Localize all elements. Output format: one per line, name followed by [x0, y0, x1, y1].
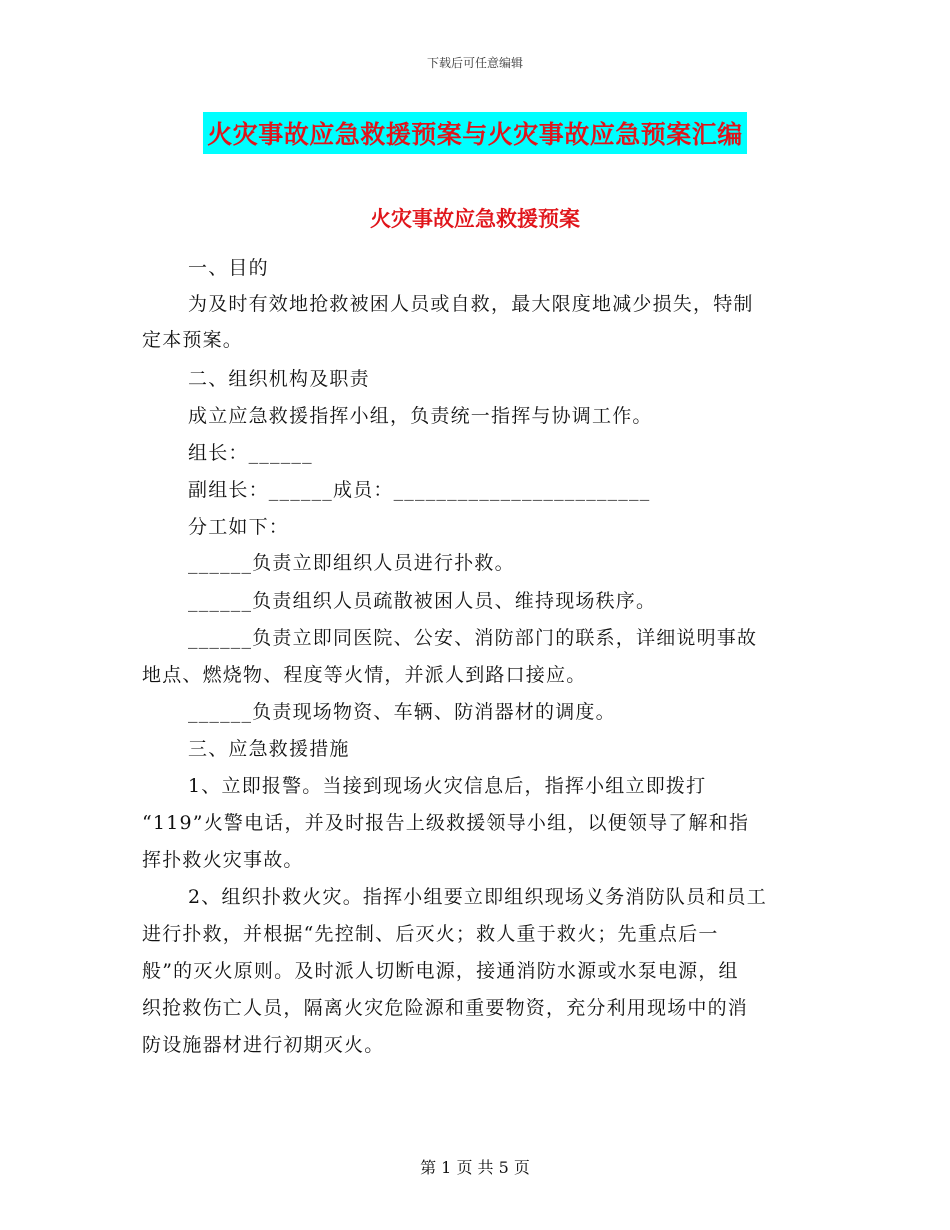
paragraph-line: “119”火警电话，并及时报告上级救援领导小组，以便领导了解和指: [142, 812, 750, 834]
section-heading-organization: 二、组织机构及职责: [188, 368, 370, 390]
leader-field: 组长：______: [188, 442, 313, 464]
duty-line: ______负责立即组织人员进行扑救。: [188, 552, 515, 574]
paragraph-line: 挥扑救火灾事故。: [142, 849, 304, 871]
paragraph-line: 2、组织扑救火灾。指挥小组要立即组织现场义务消防队员和员工: [188, 886, 767, 908]
paragraph-line: 为及时有效地抢救被困人员或自救，最大限度地减少损失，特制: [188, 293, 754, 315]
page-number-footer: 第 1 页 共 5 页: [420, 1158, 530, 1177]
main-title: 火灾事故应急救援预案与火灾事故应急预案汇编: [203, 112, 747, 154]
section-heading-measures: 三、应急救援措施: [188, 738, 350, 760]
main-title-container: [0, 112, 950, 154]
paragraph-line: 1、立即报警。当接到现场火灾信息后，指挥小组立即拨打: [188, 775, 707, 797]
paragraph-line: 成立应急救援指挥小组，负责统一指挥与协调工作。: [188, 405, 653, 427]
paragraph-line: 定本预案。: [142, 329, 244, 351]
sub-title: 火灾事故应急救援预案: [370, 207, 580, 231]
duty-line: ______负责现场物资、车辆、防消器材的调度。: [188, 701, 616, 723]
paragraph-line: 般”的灭火原则。及时派人切断电源，接通消防水源或水泵电源，组: [142, 960, 739, 982]
paragraph-line: 防设施器材进行初期灭火。: [142, 1034, 385, 1056]
paragraph-line: 分工如下：: [188, 516, 290, 538]
duty-line: ______负责立即同医院、公安、消防部门的联系，详细说明事故: [188, 627, 758, 649]
duty-line: ______负责组织人员疏散被困人员、维持现场秩序。: [188, 590, 657, 612]
deputy-members-field: 副组长：______成员：________________________: [188, 479, 651, 501]
paragraph-line: 地点、燃烧物、程度等火情，并派人到路口接应。: [142, 664, 587, 686]
section-heading-purpose: 一、目的: [188, 257, 269, 279]
header-note: 下载后可任意编辑: [426, 56, 523, 70]
paragraph-line: 织抢救伤亡人员，隔离火灾危险源和重要物资，充分利用现场中的消: [142, 997, 749, 1019]
paragraph-line: 进行扑救，并根据“先控制、后灭火；救人重于救火；先重点后一: [142, 923, 719, 945]
